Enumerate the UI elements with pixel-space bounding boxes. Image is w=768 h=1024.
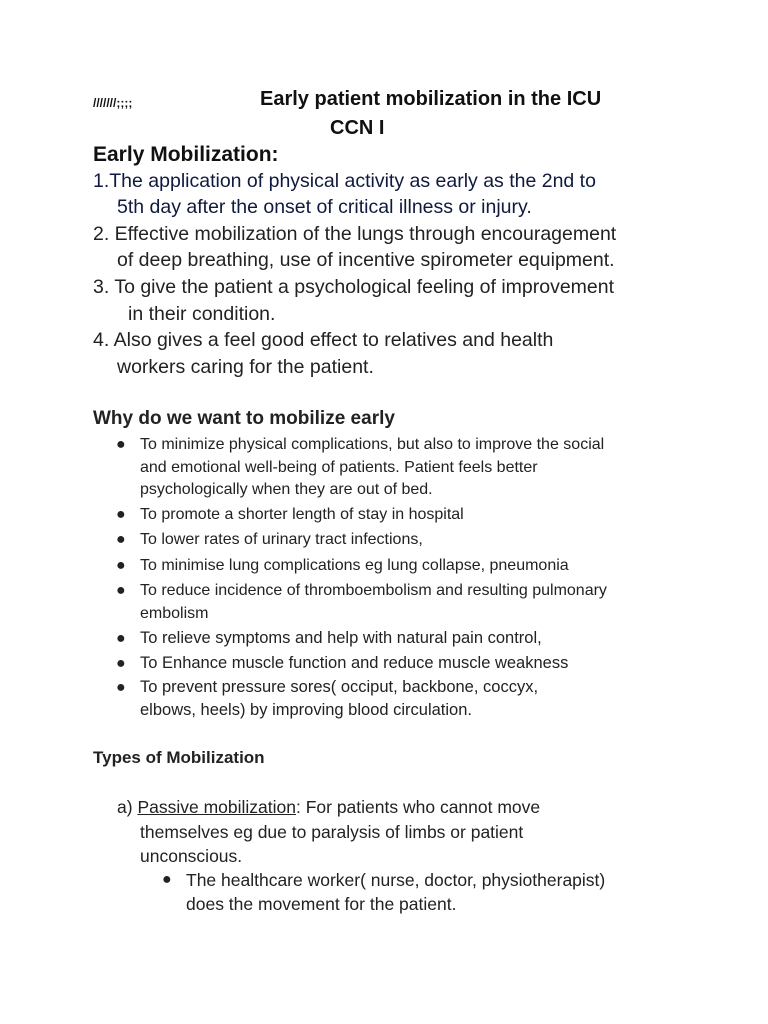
list-item: ● To promote a shorter length of stay in hospital [140, 504, 464, 527]
document-subtitle: CCN I [330, 117, 385, 139]
bullet-icon: ● [116, 630, 126, 647]
list-item: ● To reduce incidence of thromboembolism and resulting pulmonary embolism [116, 582, 607, 622]
bullet-icon: ● [116, 655, 126, 672]
list-item: ● To minimise lung complications eg lung collapse, pneumonia [140, 555, 569, 578]
early-item-4-line-2: workers caring for the patient. [117, 356, 374, 378]
bullet-icon: ● [116, 582, 126, 599]
early-item-1-line-1: 1.The application of physical activity as early as the 2nd to [93, 170, 596, 192]
early-item-2-line-1: 2. Effective mobilization of the lungs through encouragement [93, 223, 617, 245]
early-item-4-line-1: 4. Also gives a feel good effect to relatives and health [93, 329, 554, 351]
list-item: ● To relieve symptoms and help with natural pain control, [140, 627, 542, 650]
list-item: ● To Enhance muscle function and reduce muscle weakness [140, 652, 568, 675]
bullet-icon: ● [116, 436, 126, 453]
why-mobilize-heading: Why do we want to mobilize early [93, 408, 395, 429]
header-prefix: ///////;;;; [93, 96, 133, 110]
early-item-1-line-2: 5th day after the onset of critical illness or injury. [117, 196, 532, 218]
list-marker: a) [117, 797, 133, 817]
list-item: ● To prevent pressure sores( occiput, backbone, coccyx, elbows, heels) by improving blood circulation. [116, 678, 539, 719]
early-item-3-line-2: in their condition. [128, 303, 276, 325]
passive-mobilization-term: Passive mobilization [137, 797, 296, 817]
types-of-mobilization-heading: Types of Mobilization [93, 748, 265, 767]
bullet-icon: ● [116, 557, 126, 574]
passive-mobilization-line-2: themselves eg due to paralysis of limbs or patient [140, 822, 524, 842]
bullet-icon: ● [116, 506, 126, 523]
bullet-icon: ● [162, 871, 172, 888]
list-item: ● The healthcare worker( nurse, doctor, physiotherapist) does the movement for the patient. [162, 870, 606, 914]
bullet-icon: ● [116, 531, 126, 548]
passive-mobilization-line-3: unconscious. [140, 846, 243, 866]
passive-mobilization-line-1: a) Passive mobilization: For patients who cannot move [117, 797, 541, 817]
bullet-icon: ● [116, 679, 126, 696]
early-item-3-line-1: 3. To give the patient a psychological feeling of improvement [93, 276, 615, 298]
early-mobilization-heading: Early Mobilization: [93, 143, 279, 166]
list-item: ● To minimize physical complications, but also to improve the social and emotional well-being of patients. Patient feels better psychologically when they are out of bed. [116, 436, 605, 498]
early-item-2-line-2: of deep breathing, use of incentive spirometer equipment. [117, 249, 615, 271]
list-item: ● To lower rates of urinary tract infections, [140, 529, 423, 552]
document-title: Early patient mobilization in the ICU [260, 88, 602, 110]
